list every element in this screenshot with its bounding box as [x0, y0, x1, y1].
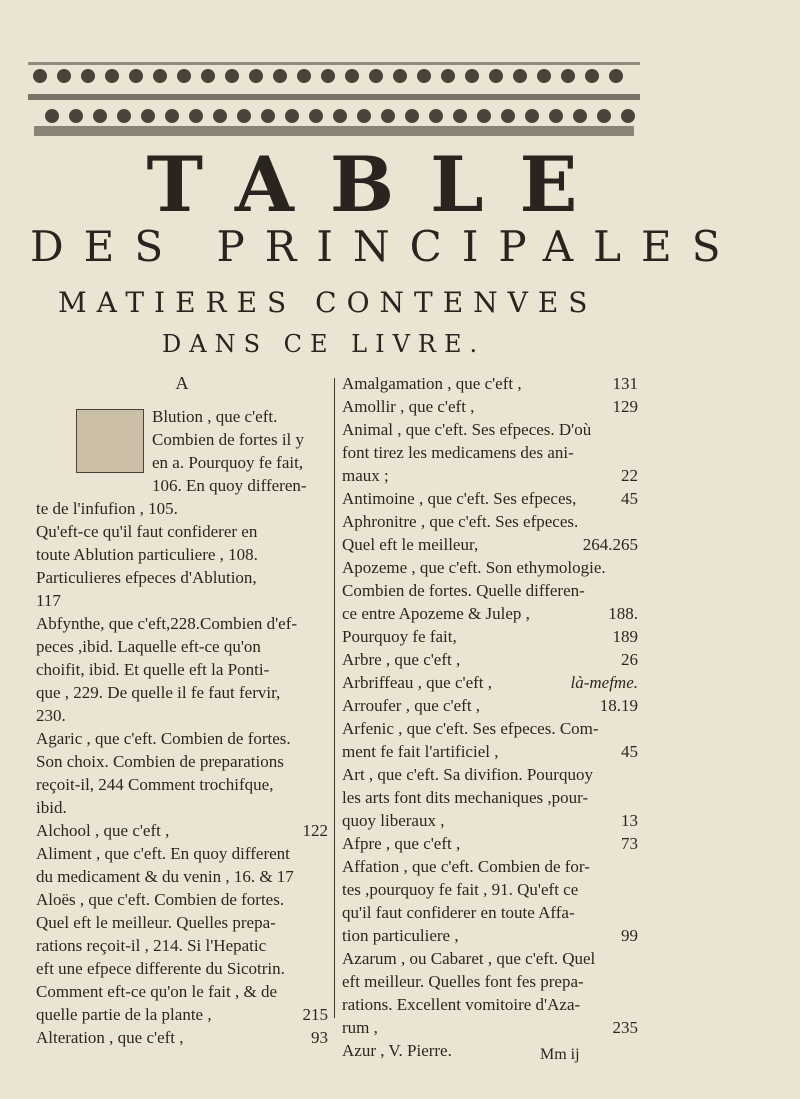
index-line: Son choix. Combien de preparations: [36, 752, 284, 771]
index-line-text: Azur , V. Pierre.: [342, 1041, 452, 1060]
index-line: [342, 970, 638, 993]
index-line: Alteration , que c'eft , 93: [36, 1028, 328, 1047]
index-line: Abfynthe, que c'eft,228.Combien d'ef-: [36, 614, 298, 633]
index-line: eft une efpece differente du Sicotrin.: [36, 959, 285, 978]
index-line: [342, 786, 638, 809]
index-line: [342, 832, 638, 855]
index-line: [342, 418, 638, 441]
index-line-text: Azarum , ou Cabaret , que c'eft. Quel: [342, 949, 596, 968]
page-number: 45: [621, 489, 638, 508]
index-line-text: Pourquoy fe fait,: [342, 627, 457, 646]
index-line: [342, 763, 638, 786]
index-line: [342, 464, 638, 487]
index-line-text: rum ,: [342, 1018, 378, 1037]
index-line-text: les arts font dits mechaniques ,pour-: [342, 788, 589, 807]
index-line: Blution , que c'eft.: [152, 407, 278, 426]
index-line: en a. Pourquoy fe fait,: [152, 453, 304, 472]
page-number: 235: [612, 1018, 638, 1037]
page-number: 122: [302, 821, 328, 840]
index-line-text: Arbre , que c'eft ,: [342, 650, 461, 669]
index-line-text: Quel eft le meilleur,: [342, 535, 479, 554]
index-line-text: Antimoine , que c'eft. Ses efpeces,: [342, 489, 577, 508]
index-line-text: Animal , que c'eft. Ses efpeces. D'où: [342, 420, 592, 439]
index-line: [342, 901, 638, 924]
page-number: 13: [621, 811, 638, 830]
index-line: 117: [36, 591, 61, 610]
index-line: [342, 533, 638, 556]
index-line: [342, 947, 638, 970]
page-number: 131: [612, 374, 638, 393]
index-line: [342, 395, 638, 418]
column-divider: [334, 378, 335, 1018]
index-line-text: Apozeme , que c'eft. Son ethymologie.: [342, 558, 606, 577]
right-column: [342, 372, 638, 1062]
title-principales: DES PRINCIPALES: [30, 222, 741, 271]
page-number: 22: [621, 466, 638, 485]
index-line-text: Combien de fortes. Quelle differen-: [342, 581, 585, 600]
index-line-text: qu'il faut confiderer en toute Affa-: [342, 903, 575, 922]
index-line: [342, 602, 638, 625]
index-line: [342, 993, 638, 1016]
page-number: 215: [302, 1005, 328, 1024]
index-line: rations reçoit-il , 214. Si l'Hepatic: [36, 936, 267, 955]
index-line: te de l'infufion , 105.: [36, 499, 178, 518]
signature-mark: Mm ij: [540, 1046, 580, 1063]
index-line: quelle partie de la plante , 215: [36, 1005, 328, 1024]
index-line-text: tes ,pourquoy fe fait , 91. Qu'eft ce: [342, 880, 579, 899]
index-line-text: maux ;: [342, 466, 389, 485]
index-line: 106. En quoy differen-: [152, 476, 307, 495]
index-line-text: eft meilleur. Quelles font fes prepa-: [342, 972, 584, 991]
index-line: Qu'eft-ce qu'il faut confiderer en: [36, 522, 258, 541]
page-number: 45: [621, 742, 638, 761]
index-line: reçoit-il, 244 Comment trochifque,: [36, 775, 274, 794]
index-line: [342, 625, 638, 648]
title-table: TABLE: [146, 140, 614, 229]
index-line-text: Arbriffeau , que c'eft ,: [342, 673, 493, 692]
index-line-text: Amalgamation , que c'eft ,: [342, 374, 522, 393]
index-line: Alchool , que c'eft , 122: [36, 821, 328, 840]
index-line-text: Amollir , que c'eft ,: [342, 397, 475, 416]
index-line-text: rations. Excellent vomitoire d'Aza-: [342, 995, 581, 1014]
index-line-text: ce entre Apozeme & Julep ,: [342, 604, 530, 623]
index-line: Comment eft-ce qu'on le fait , & de: [36, 982, 277, 1001]
index-line: [342, 717, 638, 740]
index-line-text: Arroufer , que c'eft ,: [342, 696, 481, 715]
index-line-text: tion particuliere ,: [342, 926, 459, 945]
index-line-text: Arfenic , que c'eft. Ses efpeces. Com-: [342, 719, 599, 738]
index-line-text: Affation , que c'eft. Combien de for-: [342, 857, 590, 876]
page-number: là-mefme.: [570, 673, 638, 692]
index-line-text: quoy liberaux ,: [342, 811, 445, 830]
decorative-ornament-band: [28, 50, 640, 142]
index-line: Combien de fortes il y: [152, 430, 305, 449]
index-line: [342, 740, 638, 763]
index-line: [342, 372, 638, 395]
index-line: [342, 855, 638, 878]
index-line: toute Ablution particuliere , 108.: [36, 545, 258, 564]
page-number: 264.265: [582, 535, 638, 554]
page-number: 26: [621, 650, 638, 669]
index-line: [342, 1039, 638, 1062]
page-number: 93: [311, 1028, 328, 1047]
index-line: [342, 1016, 638, 1039]
initial-woodcut: [76, 409, 144, 473]
page-number: 99: [621, 926, 638, 945]
page-number: 189: [612, 627, 638, 646]
index-line: [342, 487, 638, 510]
index-line-text: Art , que c'eft. Sa divifion. Pourquoy: [342, 765, 593, 784]
index-line: [342, 809, 638, 832]
index-line: [342, 648, 638, 671]
index-line: [342, 924, 638, 947]
index-line: [342, 878, 638, 901]
right-entries: [342, 372, 638, 1062]
left-entries: [36, 405, 328, 1049]
index-line-text: font tirez les medicamens des ani-: [342, 443, 574, 462]
index-line: ibid.: [36, 798, 67, 817]
title-dans-ce-livre: DANS CE LIVRE.: [162, 330, 486, 358]
section-letter: A: [175, 373, 189, 393]
left-column: [36, 372, 328, 1049]
index-line: [342, 579, 638, 602]
index-line: [342, 441, 638, 464]
index-line: Quel eft le meilleur. Quelles prepa-: [36, 913, 276, 932]
index-line: choifit, ibid. Et quelle eft la Ponti-: [36, 660, 270, 679]
index-line: 230.: [36, 706, 66, 725]
index-line: que , 229. De quelle il fe faut fervir,: [36, 683, 281, 702]
page-number: 129: [612, 397, 638, 416]
title-matieres: MATIERES CONTENVES: [58, 286, 598, 319]
index-line: Agaric , que c'eft. Combien de fortes.: [36, 729, 291, 748]
index-line-text: Aphronitre , que c'eft. Ses efpeces.: [342, 512, 579, 531]
index-line: [342, 556, 638, 579]
index-line: Aliment , que c'eft. En quoy different: [36, 844, 290, 863]
index-line: [342, 671, 638, 694]
page-number: 18.19: [599, 696, 638, 715]
index-line-text: ment fe fait l'artificiel ,: [342, 742, 499, 761]
index-line-text: Afpre , que c'eft ,: [342, 834, 461, 853]
page-number: 73: [621, 834, 638, 853]
index-line: [342, 694, 638, 717]
index-line: du medicament & du venin , 16. & 17: [36, 867, 294, 886]
index-line: Particulieres efpeces d'Ablution,: [36, 568, 257, 587]
index-line: peces ,ibid. Laquelle eft-ce qu'on: [36, 637, 261, 656]
index-line: Aloës , que c'eft. Combien de fortes.: [36, 890, 285, 909]
page-number: 188.: [608, 604, 638, 623]
index-line: [342, 510, 638, 533]
